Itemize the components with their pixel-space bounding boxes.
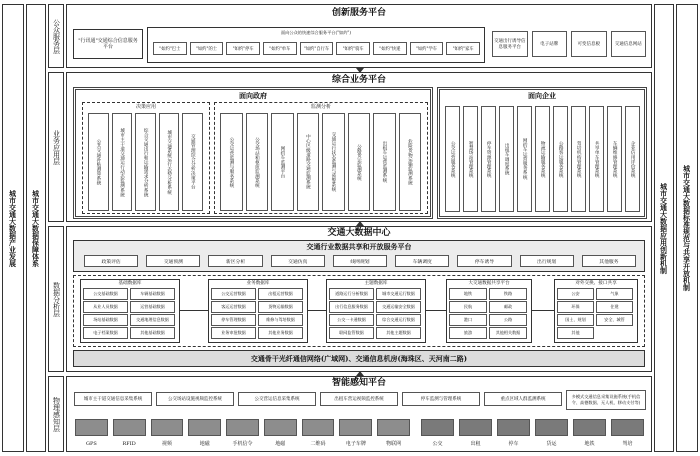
perception-system: 出租车营运视频监控系统: [320, 392, 398, 406]
database-item: 停车管理数据: [211, 314, 256, 326]
database-item: 电子档案数据: [83, 327, 128, 339]
layer-business-label: 业务应用层: [52, 129, 61, 165]
database-item: 铁路: [489, 288, 527, 300]
public-service-item: 交通信息网站: [611, 31, 647, 57]
device-image: [573, 419, 606, 436]
system-item: 危险货物运输监测系统: [399, 113, 422, 211]
device-label: 手机信令: [232, 441, 253, 447]
share-items: [80, 255, 640, 268]
share-service-item: 政策评估: [84, 255, 138, 267]
device-label: 地磁: [275, 441, 286, 447]
database-groups: [74, 276, 644, 346]
inner-left-label: 城市交通大数据保障体系: [31, 189, 41, 267]
share-title: 交通行业数据共享和开放服务平台: [306, 242, 412, 251]
device-label: 视频: [161, 441, 172, 447]
database-item: 车辆基础数据: [130, 288, 175, 300]
system-item: 停车资源管理系统: [481, 106, 496, 212]
database-group-title: 基础数据库: [118, 281, 142, 286]
device-label: 二维码: [310, 441, 326, 447]
decision-title: 决策应用: [135, 104, 156, 110]
gov-panel: [73, 87, 433, 219]
database-item: 邮政: [489, 301, 527, 313]
inner-left-bar: [26, 4, 46, 452]
database-item: 城市交通运行数据: [376, 288, 421, 300]
gov-title: 面向政府: [239, 91, 267, 100]
database-item: 联网监管数据: [329, 327, 374, 339]
system-item: 公路客运服务系统: [553, 106, 568, 212]
device-image: [535, 419, 568, 436]
system-item: 出租车调度系统: [499, 106, 514, 212]
ruyue-item: "如约"快递: [373, 42, 407, 55]
system-item: 交通管理综合分析决策平台: [182, 113, 203, 211]
database-item: 道路运行分析数据: [329, 288, 374, 300]
database-item: 货物运输数据: [258, 301, 303, 313]
device-image: [377, 419, 410, 436]
database-item: 维修与驾培数据: [258, 314, 303, 326]
network-label: 交通骨干光纤通信网络(广域网)、交通信息机房(海珠区、天河南二路): [250, 354, 468, 363]
perception-system: 公交营运信息采集系统: [238, 392, 316, 406]
ruyue-item: "如约"骑车: [336, 42, 370, 55]
xingxuntong-app: [73, 29, 143, 59]
ruyue-item: "如约"自行车: [300, 42, 334, 55]
monitor-title: 监测分析: [310, 104, 331, 110]
modes-row: [419, 417, 647, 449]
system-item: 企业信用评价系统: [625, 106, 640, 212]
database-item: 业务审批数据: [211, 327, 256, 339]
system-item: 综合交通出行和运输需求分析系统: [135, 113, 156, 211]
analysis-layer: [66, 226, 652, 372]
system-item: 中心区级道路交通监测系统: [297, 113, 320, 211]
device-image: [459, 419, 492, 436]
physical-title: 智能感知平台: [331, 378, 386, 388]
device-label: 电子车牌: [345, 441, 366, 447]
perception-system: 城市主干道交通信息采集系统: [74, 392, 152, 406]
public-service-item: 电子站牌: [532, 31, 568, 57]
database-item: 公安: [557, 288, 594, 300]
database-item: 其他: [557, 327, 594, 339]
database-group: [326, 279, 426, 343]
device-item: [497, 419, 530, 447]
device-image: [611, 419, 644, 436]
physical-layer: [66, 376, 652, 452]
database-item: 交通地理信息数据: [130, 314, 175, 326]
share-service-item: 交通预测: [146, 255, 200, 267]
ruyue-item: "如约"停车: [226, 42, 260, 55]
device-item: [377, 419, 410, 447]
decision-items: [87, 113, 205, 211]
device-label: 货运: [546, 441, 557, 447]
device-item: [113, 419, 146, 447]
public-title: 创新服务平台: [331, 8, 386, 18]
device-item: [188, 419, 221, 447]
database-item: 其他业务数据: [258, 327, 303, 339]
decision-panel: [82, 102, 210, 214]
system-item: 公交场站和枢纽监测系统: [246, 113, 269, 211]
ruyue-items: [152, 42, 482, 56]
device-item: [421, 419, 454, 447]
system-item: 车辆维修管理系统: [607, 106, 622, 212]
database-group: [80, 279, 180, 343]
device-label: 地铁: [584, 441, 595, 447]
outer-left-bar: [2, 4, 24, 452]
share-service-item: 车辆调度: [395, 255, 449, 267]
database-item: 地铁: [449, 288, 487, 300]
share-service-item: 出行规划: [520, 255, 574, 267]
device-item: [573, 419, 606, 447]
ruyue-item: "如约"单车: [263, 42, 297, 55]
inner-right-label: 城市交通大数据应用创新机制: [659, 182, 669, 274]
device-image: [421, 419, 454, 436]
inner-right-bar: [654, 4, 674, 452]
system-item: 城市主干道交通运行动态监测系统: [112, 113, 133, 211]
database-item: 气象: [596, 288, 633, 300]
device-item: [75, 419, 108, 447]
device-item: [302, 419, 335, 447]
system-item: 网约车监测平台: [271, 113, 294, 211]
database-item: 其他基础数据: [130, 327, 175, 339]
device-label: 公交: [432, 441, 443, 447]
database-item: 公路: [489, 314, 527, 326]
layer-physical-label: 物理感知层: [52, 396, 61, 432]
system-item: 公交运营监测与服务系统: [220, 113, 243, 211]
device-image: [497, 419, 530, 436]
device-item: [611, 419, 644, 447]
database-group: [208, 279, 308, 343]
system-item: 公交运营服务系统: [445, 106, 460, 212]
enterprise-panel: [437, 87, 647, 219]
public-service-item: 可变信息板: [571, 31, 607, 57]
ruyue-item: "如约"巴士: [153, 42, 187, 55]
device-label: 物联网: [386, 441, 402, 447]
data-center-title: 交通大数据中心: [327, 228, 391, 238]
database-item: 国土、规划: [557, 314, 594, 326]
layer-analysis: [48, 226, 64, 372]
public-service-item: 交通出行诱导信息服务平台: [492, 31, 528, 57]
database-item: 场站基础数据: [83, 314, 128, 326]
database-item: 港口: [449, 314, 487, 326]
database-group-title: 业务数据库: [246, 281, 270, 286]
device-item: [459, 419, 492, 447]
system-item: 交通运行状态监测与预警系统: [322, 113, 345, 211]
enterprise-title: 面向企业: [528, 91, 556, 100]
database-item: 运营基础数据: [130, 301, 175, 313]
integrated-service-platform: [147, 27, 485, 63]
layer-public: [48, 4, 64, 68]
perception-system: 公交场站设施视频监控系统: [156, 392, 234, 406]
database-item: 从业人员数据: [83, 301, 128, 313]
device-label: 出租: [470, 441, 481, 447]
device-item: [151, 419, 184, 447]
database-item: 出租运营数据: [258, 288, 303, 300]
device-image: [339, 419, 372, 436]
business-layer: [66, 72, 652, 222]
share-service-item: 交通仿真: [271, 255, 325, 267]
layer-business: [48, 72, 64, 222]
system-item: 出租车运营监测系统: [373, 113, 396, 211]
system-item: 网约车运营服务系统: [517, 106, 532, 212]
perception-system: 重点区域人群监测系统: [484, 392, 562, 406]
ruyue-item: "如约"的士: [190, 42, 224, 55]
database-item: 交通运输安全数据: [376, 301, 421, 313]
group-link-arrow: [180, 310, 208, 311]
device-item: [226, 419, 259, 447]
database-group-title: 对外交换、接口共享: [575, 281, 617, 286]
monitor-items: [219, 113, 423, 211]
layer-public-label: 公众服务层: [52, 18, 61, 54]
database-item: 综合交通运行数据: [376, 314, 421, 326]
share-service-item: 新区分析: [208, 255, 262, 267]
public-right-items: [491, 27, 649, 63]
device-item: [339, 419, 372, 447]
enterprise-items: [444, 106, 642, 212]
system-item: 驾培机构管理系统: [571, 106, 586, 212]
layer-physical: [48, 376, 64, 452]
database-item: 客运运营数据: [211, 301, 256, 313]
device-image: [188, 419, 221, 436]
database-item: 公交一卡通数据: [329, 314, 374, 326]
device-label: GPS: [85, 441, 97, 447]
database-item: 其他主题数据: [376, 327, 421, 339]
database-item: 环保: [557, 301, 594, 313]
perception-system: 停车监测与管理系统: [402, 392, 480, 406]
database-item: 安全、城管: [596, 314, 633, 326]
share-service-item: 线网规划: [333, 255, 387, 267]
ruyue-item: "如约"学车: [410, 42, 444, 55]
device-label: 驾培: [622, 441, 633, 447]
database-item: 民航: [449, 301, 487, 313]
device-image: [113, 419, 146, 436]
public-layer: [66, 4, 652, 68]
device-image: [151, 419, 184, 436]
system-item: 共享单车管理系统: [589, 106, 604, 212]
database-group-title: 大交通数据共享平台: [468, 281, 510, 286]
integrated-title: 面向公众的快速综合服务平台("如约"): [281, 30, 351, 35]
share-service-item: 其他服务: [582, 255, 636, 267]
database-item: 公交运营数据: [211, 288, 256, 300]
device-label: 停车: [508, 441, 519, 447]
outer-left-label: 城市交通大数据产业发展: [8, 189, 18, 267]
database-group: [446, 279, 532, 343]
group-link-arrow: [532, 310, 554, 311]
device-label: 地磁: [199, 441, 210, 447]
system-item: 智慧场站管理系统: [463, 106, 478, 212]
ruyue-item: "如约"家车: [446, 42, 480, 55]
group-link-arrow: [426, 310, 446, 311]
device-item: [264, 419, 297, 447]
database-item: 公交基础数据: [83, 288, 128, 300]
database-area: [73, 275, 645, 347]
database-item: 住建: [596, 301, 633, 313]
database-group-title: 主题数据库: [364, 281, 388, 286]
devices-row: [73, 417, 413, 449]
share-platform: [73, 240, 645, 272]
perception-systems: [73, 390, 647, 412]
database-item: 旅游: [449, 327, 487, 339]
device-label: RFID: [122, 441, 136, 447]
device-image: [226, 419, 259, 436]
device-image: [75, 419, 108, 436]
device-image: [264, 419, 297, 436]
system-item: 城市交通系统运行态势分析系统: [159, 113, 180, 211]
database-group: [554, 279, 638, 343]
system-item: 公共交通补贴测算系统: [88, 113, 109, 211]
database-item: 其他相关数据: [489, 327, 527, 339]
layer-analysis-label: 数据分析层: [52, 281, 61, 317]
group-link-arrow: [308, 310, 326, 311]
system-item: 物流运输服务系统: [535, 106, 550, 212]
device-item: [535, 419, 568, 447]
business-title: 综合业务平台: [331, 75, 386, 85]
network-bar: [73, 350, 645, 367]
outer-right-label: 城市交通大数据标准规范与共享开放机制: [682, 165, 692, 291]
outer-right-bar: [676, 4, 698, 452]
xingxuntong-label: "行讯通"交通综合信息服务平台: [78, 38, 138, 50]
monitor-panel: [214, 102, 428, 214]
share-service-item: 停车诱导: [457, 255, 511, 267]
system-item: 公路货运监测系统: [348, 113, 371, 211]
multi-source-system: 多模式交通信息采集设施系统(手机信令、高德数据、无人机、移动支付等): [566, 390, 646, 410]
database-item: 出行信息服务数据: [329, 301, 374, 313]
device-image: [302, 419, 335, 436]
